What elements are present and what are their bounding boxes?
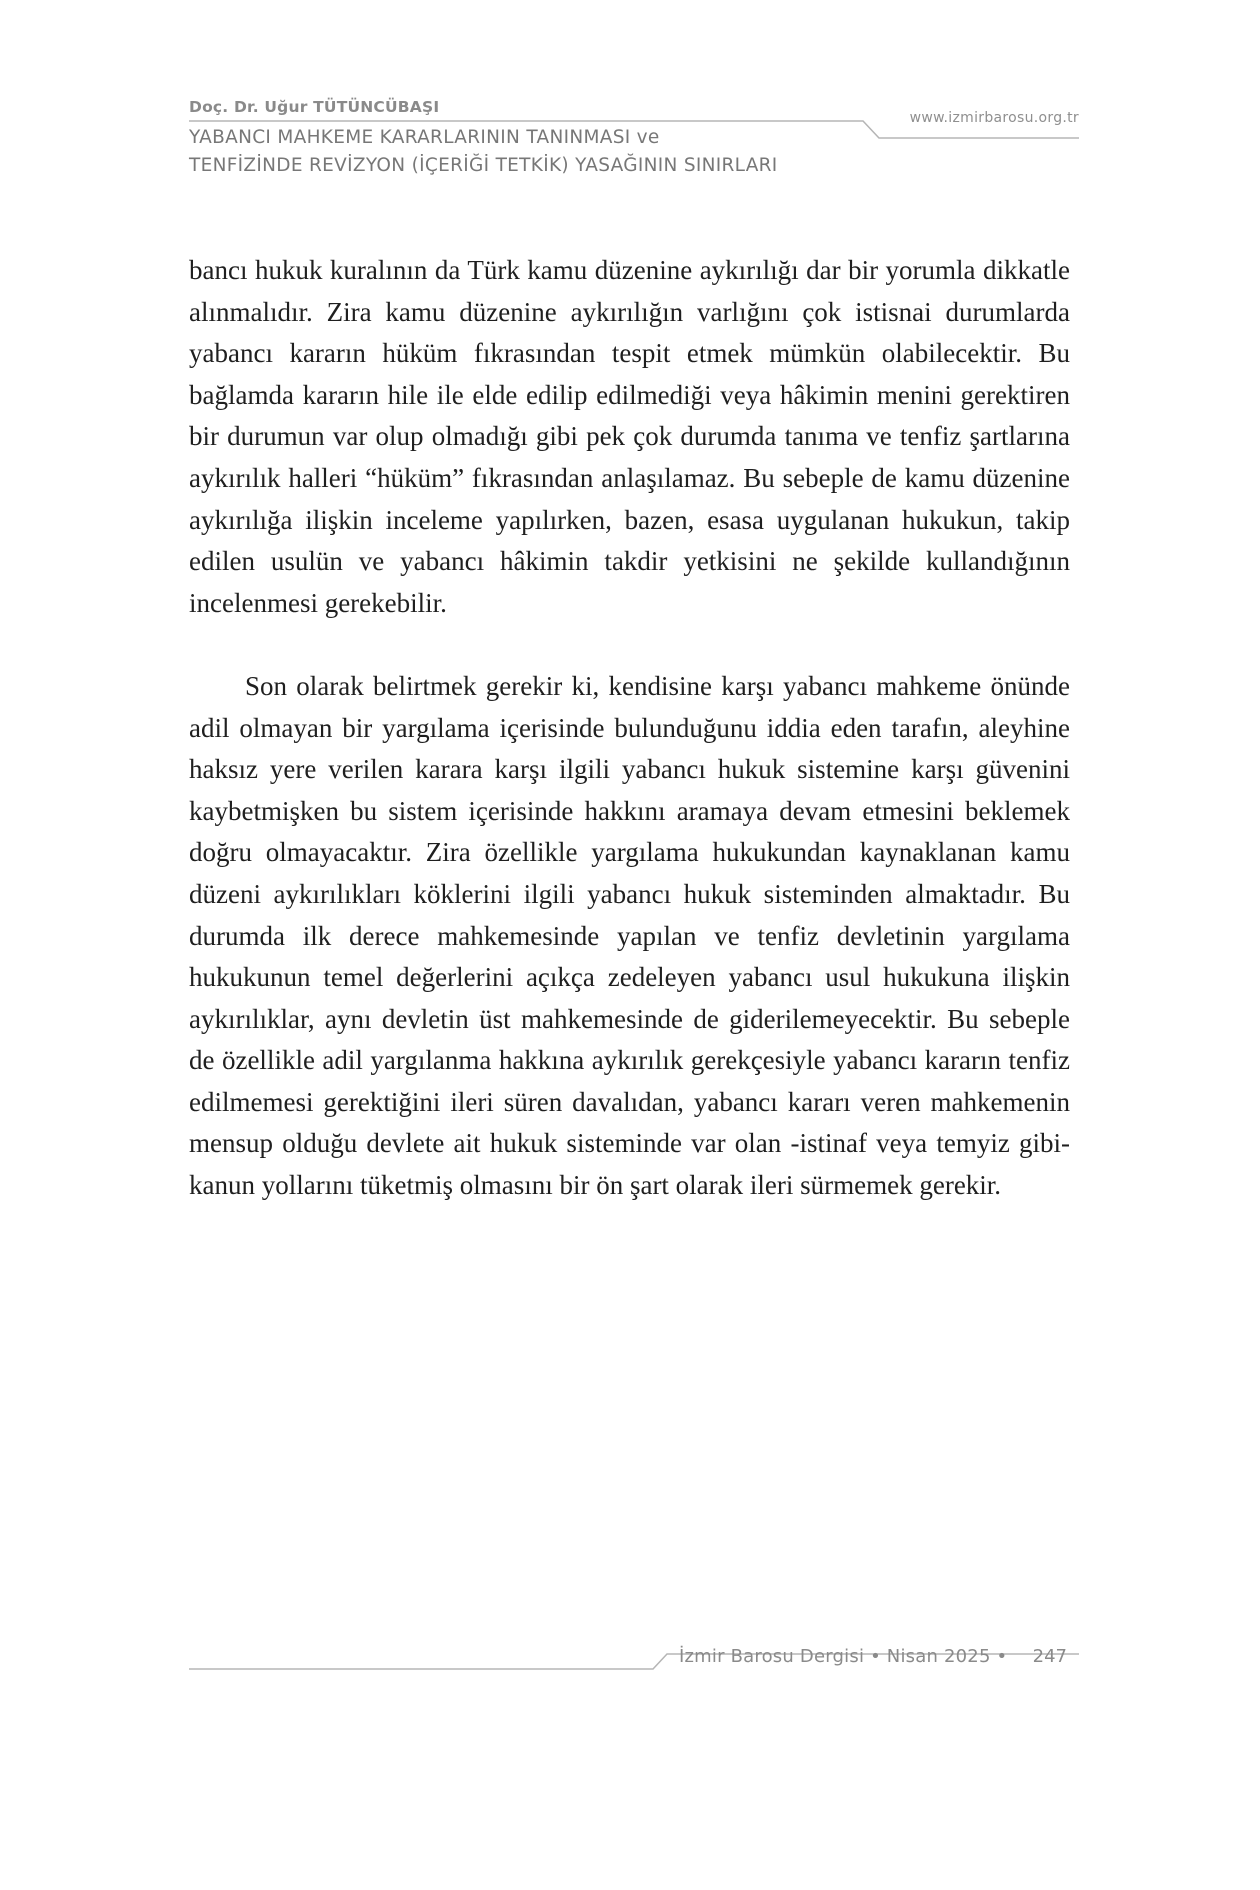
article-title-line-2: TENFİZİNDE REVİZYON (İÇERİĞİ TETKİK) YASAĞININ SINIRLARI [189,155,778,176]
article-title-line-1: YABANCI MAHKEME KARARLARININ TANINMASI ve [189,127,660,148]
running-footer [189,1640,1079,1680]
page-number: 247 [1032,1646,1067,1667]
website-url: www.izmirbarosu.org.tr [909,110,1079,126]
body-text [189,250,1070,1207]
author-name: Doç. Dr. Uğur TÜTÜNCÜBAŞI [189,98,440,116]
journal-name: İzmir Barosu Dergisi • Nisan 2025 • [679,1646,1008,1667]
paragraph: bancı hukuk kuralının da Türk kamu düzenine aykırılığı dar bir yorumla dikkatle alınmalıdır. Zira kamu düzenine aykırılığın varlığını çok istisnai durumlarda yabancı kararın hüküm fıkrasından tespit etmek mümkün olabilecektir. Bu bağlamda kararın hile ile elde edilip edilmediği veya hâkimin menini gerektiren bir durumun var olup olmadığı gibi pek çok durumda tanıma ve tenfiz şartlarına aykırılık halleri “hüküm” fıkrasından anlaşılamaz. Bu sebeple de kamu düzenine aykırılığa ilişkin inceleme yapılırken, bazen, esasa uygulanan hukukun, takip edilen usulün ve yabancı hâkimin takdir yetkisini ne şekilde kullandığının incelenmesi gerekebilir. [189,255,1070,618]
paragraph: Son olarak belirtmek gerekir ki, kendisine karşı yabancı mahkeme önünde adil olmayan bir yargılama içerisinde bulunduğunu iddia eden tarafın, aleyhine haksız yere verilen karara karşı ilgili yabancı hukuk sistemine karşı güvenini kaybetmişken bu sistem içerisinde hakkını aramaya devam etmesini beklemek doğru olmayacaktır. Zira özellikle yargılama hukukundan kaynaklanan kamu düzeni aykırılıkları köklerini ilgili yabancı hukuk sisteminden almaktadır. Bu durumda ilk derece mahkemesinde yapılan ve tenfiz devletinin yargılama hukukunun temel değerlerini açıkça zedeleyen yabancı usul hukukuna ilişkin aykırılıklar, aynı devletin üst mahkemesinde de giderilemeyecektir. Bu sebeple de özellikle adil yargılanma hakkına aykırılık gerekçesiyle yabancı kararın tenfiz edilmemesi gerektiğini ileri süren davalıdan, yabancı kararı veren mahkemenin mensup olduğu devlete ait hukuk sisteminde var olan -istinaf veya temyiz gibi- kanun yollarını tüketmiş olmasını bir ön şart olarak ileri sürmemek gerekir. [189,670,1070,1201]
running-header [189,98,1079,188]
